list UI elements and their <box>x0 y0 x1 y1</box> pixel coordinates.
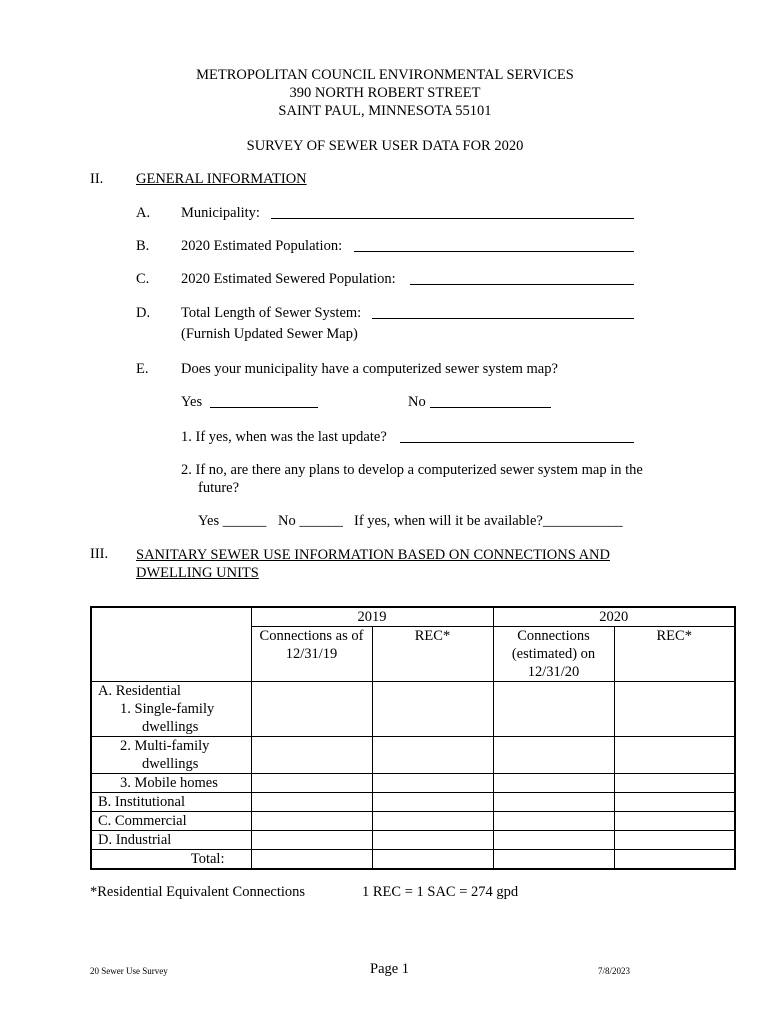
cell-industrial-conn-2019[interactable] <box>251 831 372 850</box>
cell-industrial-rec-2019[interactable] <box>372 831 493 850</box>
rec-2020-header: REC* <box>614 627 735 682</box>
cell-total-conn-2019[interactable] <box>251 850 372 870</box>
municipality-input-line[interactable] <box>271 218 634 219</box>
table-row <box>91 831 735 850</box>
footer-left: 20 Sewer Use Survey <box>90 966 168 976</box>
connections-2020-header: Connections (estimated) on 12/31/20 <box>493 627 614 682</box>
availability-field[interactable]: If yes, when will it be available?___________ <box>354 513 623 529</box>
sewered-population-label: 2020 Estimated Sewered Population: <box>181 271 396 287</box>
year-2019-header: 2019 <box>251 607 493 627</box>
cell-multi-family-conn-2020[interactable] <box>493 737 614 774</box>
computerized-map-question: Does your municipality have a computerized sewer system map? <box>181 361 558 377</box>
cell-total-rec-2019[interactable] <box>372 850 493 870</box>
cell-commercial-rec-2020[interactable] <box>614 812 735 831</box>
population-input-line[interactable] <box>354 251 634 252</box>
page-number: Page 1 <box>370 961 410 977</box>
cell-institutional-rec-2019[interactable] <box>372 793 493 812</box>
rec-footnote: *Residential Equivalent Connections <box>90 884 306 900</box>
no-label: No <box>408 394 426 410</box>
cell-mobile-rec-2020[interactable] <box>614 774 735 793</box>
section-iii-title-line2: DWELLING UNITS <box>136 565 259 581</box>
item-c-letter: C. <box>136 271 150 287</box>
connections-2019-header: Connections as of 12/31/19 <box>251 627 372 682</box>
cell-commercial-rec-2019[interactable] <box>372 812 493 831</box>
cell-mobile-conn-2020[interactable] <box>493 774 614 793</box>
sewered-population-input-line[interactable] <box>410 284 634 285</box>
yes-label: Yes <box>181 394 203 410</box>
cell-total-conn-2020[interactable] <box>493 850 614 870</box>
table-row <box>91 737 735 774</box>
cell-single-family-rec-2020[interactable] <box>614 682 735 737</box>
future-yes-field[interactable]: Yes ______ <box>198 513 267 529</box>
footer-date: 7/8/2023 <box>598 966 631 976</box>
item-b-letter: B. <box>136 238 150 254</box>
table-row <box>91 793 735 812</box>
survey-title: SURVEY OF SEWER USER DATA FOR 2020 <box>246 138 524 154</box>
table-corner-cell <box>91 607 251 682</box>
sewer-use-table <box>90 606 736 870</box>
row-label-mobile-homes: 3. Mobile homes <box>91 774 251 793</box>
row-label-institutional: B. Institutional <box>91 793 251 812</box>
section-ii-number: II. <box>90 171 104 187</box>
yes-input-line[interactable] <box>210 407 318 408</box>
cell-multi-family-rec-2020[interactable] <box>614 737 735 774</box>
row-label-residential: A. Residential <box>98 683 181 699</box>
sewer-map-note: (Furnish Updated Sewer Map) <box>181 326 358 342</box>
municipality-label: Municipality: <box>181 205 260 221</box>
cell-industrial-conn-2020[interactable] <box>493 831 614 850</box>
last-update-input-line[interactable] <box>400 442 634 443</box>
no-input-line[interactable] <box>430 407 551 408</box>
section-iii-title <box>136 546 610 582</box>
cell-institutional-conn-2019[interactable] <box>251 793 372 812</box>
section-iii-number: III. <box>90 546 109 562</box>
row-label-single-family <box>91 682 251 737</box>
cell-institutional-rec-2020[interactable] <box>614 793 735 812</box>
row-label-multi-family <box>91 737 251 774</box>
cell-single-family-conn-2020[interactable] <box>493 682 614 737</box>
table-row <box>91 682 735 737</box>
sewer-length-label: Total Length of Sewer System: <box>181 305 362 321</box>
municipality-field <box>181 205 260 222</box>
letterhead <box>0 66 770 120</box>
section-iii-title-line1: SANITARY SEWER USE INFORMATION BASED ON CONNECTIONS AND <box>136 547 611 563</box>
row-label-single-family-l1: 1. Single-family <box>120 701 215 717</box>
future-no-field[interactable]: No ______ <box>278 513 343 529</box>
row-label-multi-family-l1: 2. Multi-family <box>120 738 210 754</box>
cell-single-family-rec-2019[interactable] <box>372 682 493 737</box>
item-a-letter: A. <box>136 205 151 221</box>
row-label-commercial: C. Commercial <box>91 812 251 831</box>
row-label-industrial: D. Industrial <box>91 831 251 850</box>
cell-mobile-conn-2019[interactable] <box>251 774 372 793</box>
sewer-length-input-line[interactable] <box>372 318 634 319</box>
org-city: SAINT PAUL, MINNESOTA 55101 <box>278 103 492 119</box>
future-plans-question: 2. If no, are there any plans to develop a computerized sewer system map in the <box>181 462 643 478</box>
year-2020-header: 2020 <box>493 607 735 627</box>
population-label: 2020 Estimated Population: <box>181 238 343 254</box>
cell-commercial-conn-2020[interactable] <box>493 812 614 831</box>
rec-2019-header: REC* <box>372 627 493 682</box>
last-update-question: 1. If yes, when was the last update? <box>181 429 387 445</box>
cell-institutional-conn-2020[interactable] <box>493 793 614 812</box>
row-label-total: Total: <box>91 850 251 870</box>
table-row <box>91 850 735 870</box>
rec-equation: 1 REC = 1 SAC = 274 gpd <box>362 884 519 900</box>
cell-industrial-rec-2020[interactable] <box>614 831 735 850</box>
cell-single-family-conn-2019[interactable] <box>251 682 372 737</box>
cell-total-rec-2020[interactable] <box>614 850 735 870</box>
cell-multi-family-conn-2019[interactable] <box>251 737 372 774</box>
table-row <box>91 774 735 793</box>
cell-multi-family-rec-2019[interactable] <box>372 737 493 774</box>
future-plans-question-cont: future? <box>198 480 240 496</box>
table-row <box>91 812 735 831</box>
cell-mobile-rec-2019[interactable] <box>372 774 493 793</box>
cell-commercial-conn-2019[interactable] <box>251 812 372 831</box>
section-ii-title: GENERAL INFORMATION <box>136 171 307 187</box>
item-d-letter: D. <box>136 305 151 321</box>
org-street: 390 NORTH ROBERT STREET <box>289 85 481 101</box>
item-e-letter: E. <box>136 361 149 377</box>
row-label-single-family-l2: dwellings <box>142 719 199 735</box>
org-name: METROPOLITAN COUNCIL ENVIRONMENTAL SERVICES <box>196 67 574 83</box>
row-label-multi-family-l2: dwellings <box>142 756 199 772</box>
